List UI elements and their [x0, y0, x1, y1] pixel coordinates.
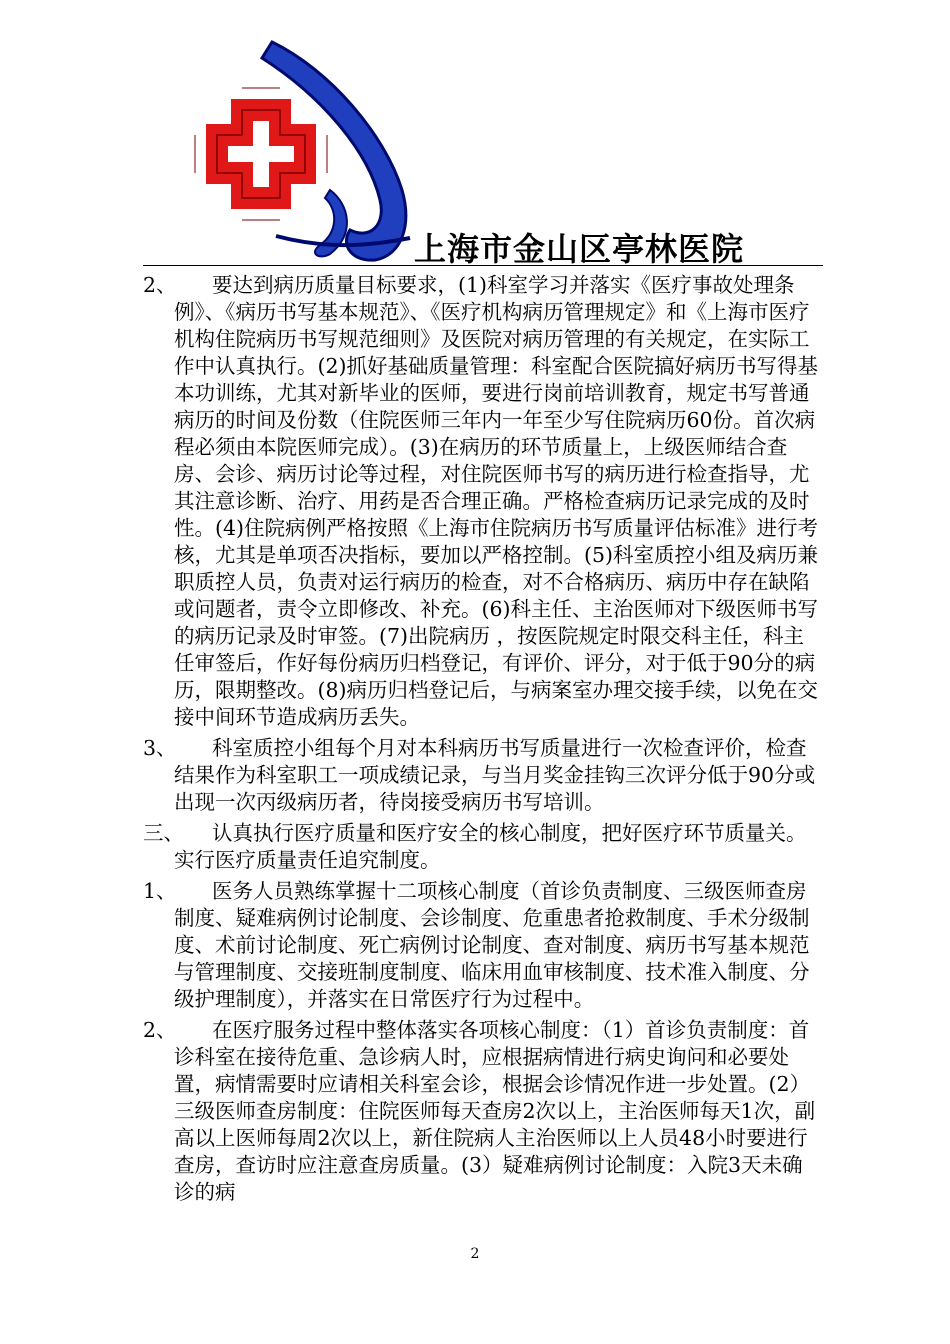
paragraph-number: 1、: [143, 879, 177, 903]
document-body: [143, 272, 823, 1206]
paragraph: [143, 272, 823, 731]
paragraph: [143, 878, 823, 1013]
paragraph-text: 要达到病历质量目标要求，(1)科室学习并落实《医疗事故处理条例》、《病历书写基本规范》、《医疗机构病历管理规定》和《上海市医疗机构住院病历书写规范细则》及医院对病历管理的有关规定，在实际工作中认真执行。(2)抓好基础质量管理：科室配合医院搞好病历书写得基本功训练，尤其对新毕业的医师，要进行岗前培训教育，规定书写普通病历的时间及份数（住院医师三年内一年至少写住院病历60份。首次病程必须由本院医师完成）。(3)在病历的环节质量上，上级医师结合查房、会诊、病历讨论等过程，对住院医师书写的病历进行检查指导，尤其注意诊断、治疗、用药是否合理正确。严格检查病历记录完成的及时性。(4)住院病例严格按照《上海市住院病历书写质量评估标准》进行考核，尤其是单项否决指标，要加以严格控制。(5)科室质控小组及病历兼职质控人员，负责对运行病历的检查，对不合格病历、病历中存在缺陷或问题者，责令立即修改、补充。(6)科主任、主治医师对下级医师书写的病历记录及时审签。(7)出院病历 ，按医院规定时限交科主任，科主任审签后，作好每份病历归档登记，有评价、评分，对于低于90分的病历，限期整改。(8)病历归档登记后，与病案室办理交接手续，以免在交接中间环节造成病历丢失。: [174, 273, 819, 729]
paragraph: [143, 735, 823, 816]
paragraph-number: 三、: [143, 821, 184, 845]
paragraph-text: 科室质控小组每个月对本科病历书写质量进行一次检查评价，检查结果作为科室职工一项成绩记录，与当月奖金挂钩三次评分低于90分或出现一次丙级病历者，待岗接受病历书写培训。: [174, 736, 816, 814]
hospital-name: 上海市金山区亭林医院: [414, 230, 745, 268]
page-number: 2: [470, 1246, 480, 1262]
paragraph: [143, 1017, 823, 1206]
paragraph-number: 3、: [143, 736, 177, 760]
paragraph-text: 认真执行医疗质量和医疗安全的核心制度，把好医疗环节质量关。实行医疗质量责任追究制度。: [174, 821, 807, 872]
paragraph-text: 在医疗服务过程中整体落实各项核心制度：（1）首诊负责制度：首诊科室在接待危重、急诊病人时，应根据病情进行病史询问和必要处置，病情需要时应请相关科室会诊，根据会诊情况作进一步处置。(2）三级医师查房制度：住院医师每天查房2次以上，主治医师每天1次，副高以上医师每周2次以上，新住院病人主治医师以上人员48小时要进行查房，查访时应注意查房质量。(3）疑难病例讨论制度：入院3天未确诊的病: [174, 1018, 816, 1204]
page-header: [0, 0, 950, 270]
logo-cross: [217, 110, 305, 198]
paragraph-number: 2、: [143, 1018, 177, 1042]
paragraph-number: 2、: [143, 273, 177, 297]
header-divider: [143, 265, 823, 266]
hospital-logo-icon: [180, 40, 420, 262]
paragraph-text: 医务人员熟练掌握十二项核心制度（首诊负责制度、三级医师查房制度、疑难病例讨论制度、会诊制度、危重患者抢救制度、手术分级制度、术前讨论制度、死亡病例讨论制度、查对制度、病历书写基本规范与管理制度、交接班制度制度、临床用血审核制度、技术准入制度、分级护理制度），并落实在日常医疗行为过程中。: [174, 879, 810, 1011]
paragraph: [143, 820, 823, 874]
